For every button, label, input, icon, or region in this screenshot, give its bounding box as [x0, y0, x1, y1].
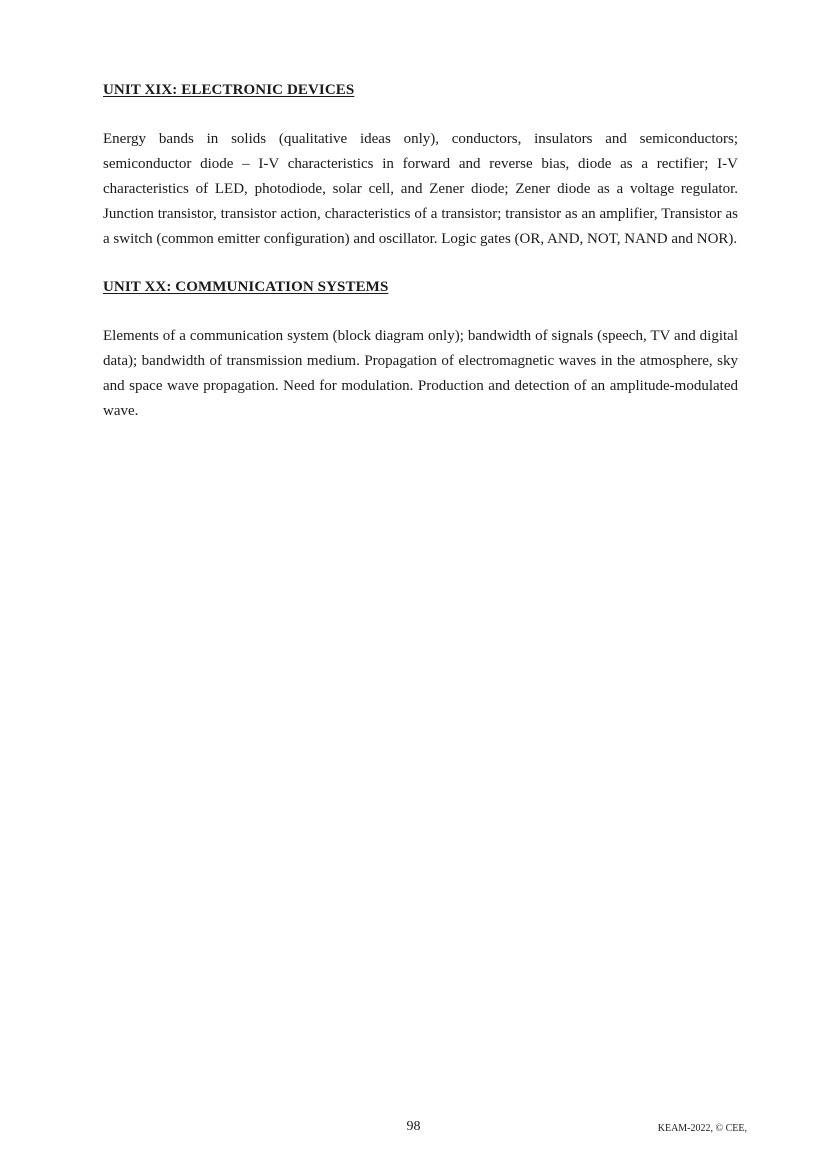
section-heading-communication-systems: UNIT XX: COMMUNICATION SYSTEMS — [103, 279, 389, 295]
section-heading-electronic-devices: UNIT XIX: ELECTRONIC DEVICES — [103, 82, 355, 98]
section-body-electronic-devices: Energy bands in solids (qualitative ideas only), conductors, insulators and semiconductors; semiconductor diode – I-V characteristics in forward and reverse bias, diode as a rectifier; I-V characteristics of LED, photodiode, solar cell, and Zener diode; Zener diode as a voltage regulator. Junction transistor, transistor action, characteristics of a transistor; transistor as an amplifier, Transistor as a switch (common emitter configuration) and oscillator. Logic gates (OR, AND, NOT, NAND and NOR). — [103, 131, 738, 247]
page-content — [103, 78, 738, 424]
page-number: 98 — [406, 1119, 421, 1134]
footer-copyright: KEAM-2022, © CEE, — [657, 1123, 747, 1134]
section-body-communication-systems: Elements of a communication system (block diagram only); bandwidth of signals (speech, TV and digital data); bandwidth of transmission medium. Propagation of electromagnetic waves in the atmosphere, sky and space wave propagation. Need for modulation. Production and detection of an amplitude-modulated wave. — [103, 328, 738, 419]
